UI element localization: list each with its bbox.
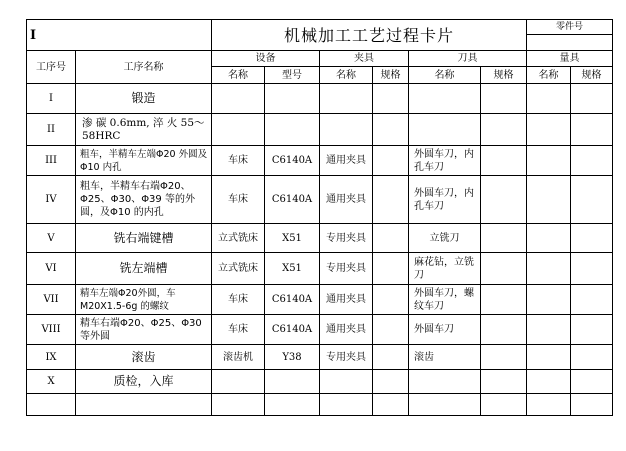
row-5-equipment-model: X51 [282, 232, 302, 244]
subheader-fx-name: 名称 [336, 69, 356, 81]
row-4-name: 粗车，半精车右端Φ20、Φ25、Φ30、Φ39 等的外圆，及Φ10 的内孔 [80, 181, 195, 218]
row-4-tool-name: 外圆车刀，内孔车刀 [414, 187, 474, 212]
row-10-seq: X [47, 376, 55, 387]
row-4-seq: IV [45, 194, 57, 205]
header-gauge: 量具 [559, 53, 580, 64]
header-name: 工序名称 [123, 61, 164, 73]
row-1-seq: I [49, 93, 53, 104]
row-5-equipment-name: 立式铣床 [218, 232, 258, 244]
row-7-fixture-name: 通用夹具 [326, 294, 366, 305]
corner-mark: I [29, 27, 37, 43]
row-9-tool-name: 滚齿 [414, 351, 434, 363]
subheader-eq-model: 型号 [282, 69, 302, 81]
part-number-value[interactable] [527, 35, 612, 50]
row-5-seq: V [47, 232, 55, 244]
row-9-fixture-name: 专用夹具 [326, 351, 366, 363]
subheader-fx-spec: 规格 [380, 69, 401, 81]
row-6-equipment-model: X51 [282, 263, 302, 274]
row-9-name: 滚齿 [131, 349, 156, 364]
row-8-equipment-model: C6140A [271, 324, 313, 335]
row-5-name: 铣右端键槽 [113, 230, 174, 245]
row-5-fixture-name: 专用夹具 [326, 232, 366, 244]
row-3-equipment-model: C6140A [271, 155, 313, 166]
row-2-seq: II [47, 124, 55, 135]
subheader-gg-name: 名称 [538, 69, 559, 81]
row-7-name: 精车左端Φ20外圆，车M20X1.5-6g 的螺纹 [80, 287, 176, 312]
row-4-fixture-name: 通用夹具 [326, 194, 366, 205]
row-3-equipment-name: 车床 [228, 155, 248, 166]
rule-tl-mid [480, 66, 481, 416]
header-tool: 刀具 [457, 53, 478, 64]
subheader-gg-spec: 规格 [581, 69, 602, 81]
row-9-equipment-name: 滚齿机 [223, 351, 253, 363]
row-6-equipment-name: 立式铣床 [218, 263, 258, 274]
subheader-eq-name: 名称 [228, 69, 248, 81]
row-6-fixture-name: 专用夹具 [326, 263, 366, 274]
row-4-equipment-name: 车床 [228, 194, 248, 205]
row-7-equipment-model: C6140A [271, 294, 313, 305]
row-1-name: 锻造 [131, 91, 156, 105]
row-7-tool-name: 外圆车刀，螺纹车刀 [414, 287, 474, 312]
row-3-seq: III [45, 155, 57, 166]
rule-gg-mid [570, 66, 571, 416]
part-number-label: 零件号 [555, 21, 583, 32]
form-title: 机械加工工艺过程卡片 [283, 25, 454, 45]
row-6-tool-name: 麻花钻，立铣刀 [414, 256, 474, 281]
row-9-seq: IX [45, 351, 57, 363]
row-9-equipment-model: Y38 [282, 351, 302, 363]
header-equipment: 设备 [255, 53, 276, 64]
row-8-name: 精车右端Φ20、Φ25、Φ30 等外圆 [80, 317, 202, 342]
row-8-equipment-name: 车床 [228, 324, 248, 335]
row-8-tool-name: 外圆车刀 [414, 324, 454, 335]
row-8-fixture-name: 通用夹具 [326, 324, 366, 335]
row-11-name [76, 394, 211, 415]
row-7-seq: VII [43, 294, 59, 305]
rule-right [612, 19, 613, 416]
header-seq: 工序号 [36, 61, 66, 73]
row-3-tool-name: 外圆车刀，内孔车刀 [414, 148, 474, 173]
row-10-name: 质检，入库 [113, 374, 174, 388]
row-2-name: 渗 碳 0.6mm, 淬 火 55～58HRC [82, 116, 205, 142]
row-7-equipment-name: 车床 [228, 294, 248, 305]
header-fixture: 夹具 [354, 53, 374, 64]
row-11-seq [27, 394, 75, 415]
row-4-equipment-model: C6140A [271, 194, 313, 205]
rule-fx-mid [372, 66, 373, 416]
subheader-tl-name: 名称 [434, 69, 455, 81]
row-8-seq: VIII [41, 324, 61, 335]
row-3-name: 粗车，半精车左端Φ20 外圆及Φ10 内孔 [80, 148, 208, 173]
row-6-seq: VI [45, 263, 57, 274]
subheader-tl-spec: 规格 [493, 69, 514, 81]
row-6-name: 铣左端槽 [119, 261, 168, 275]
row-3-fixture-name: 通用夹具 [326, 155, 366, 166]
row-5-tool-name: 立铣刀 [429, 232, 460, 244]
